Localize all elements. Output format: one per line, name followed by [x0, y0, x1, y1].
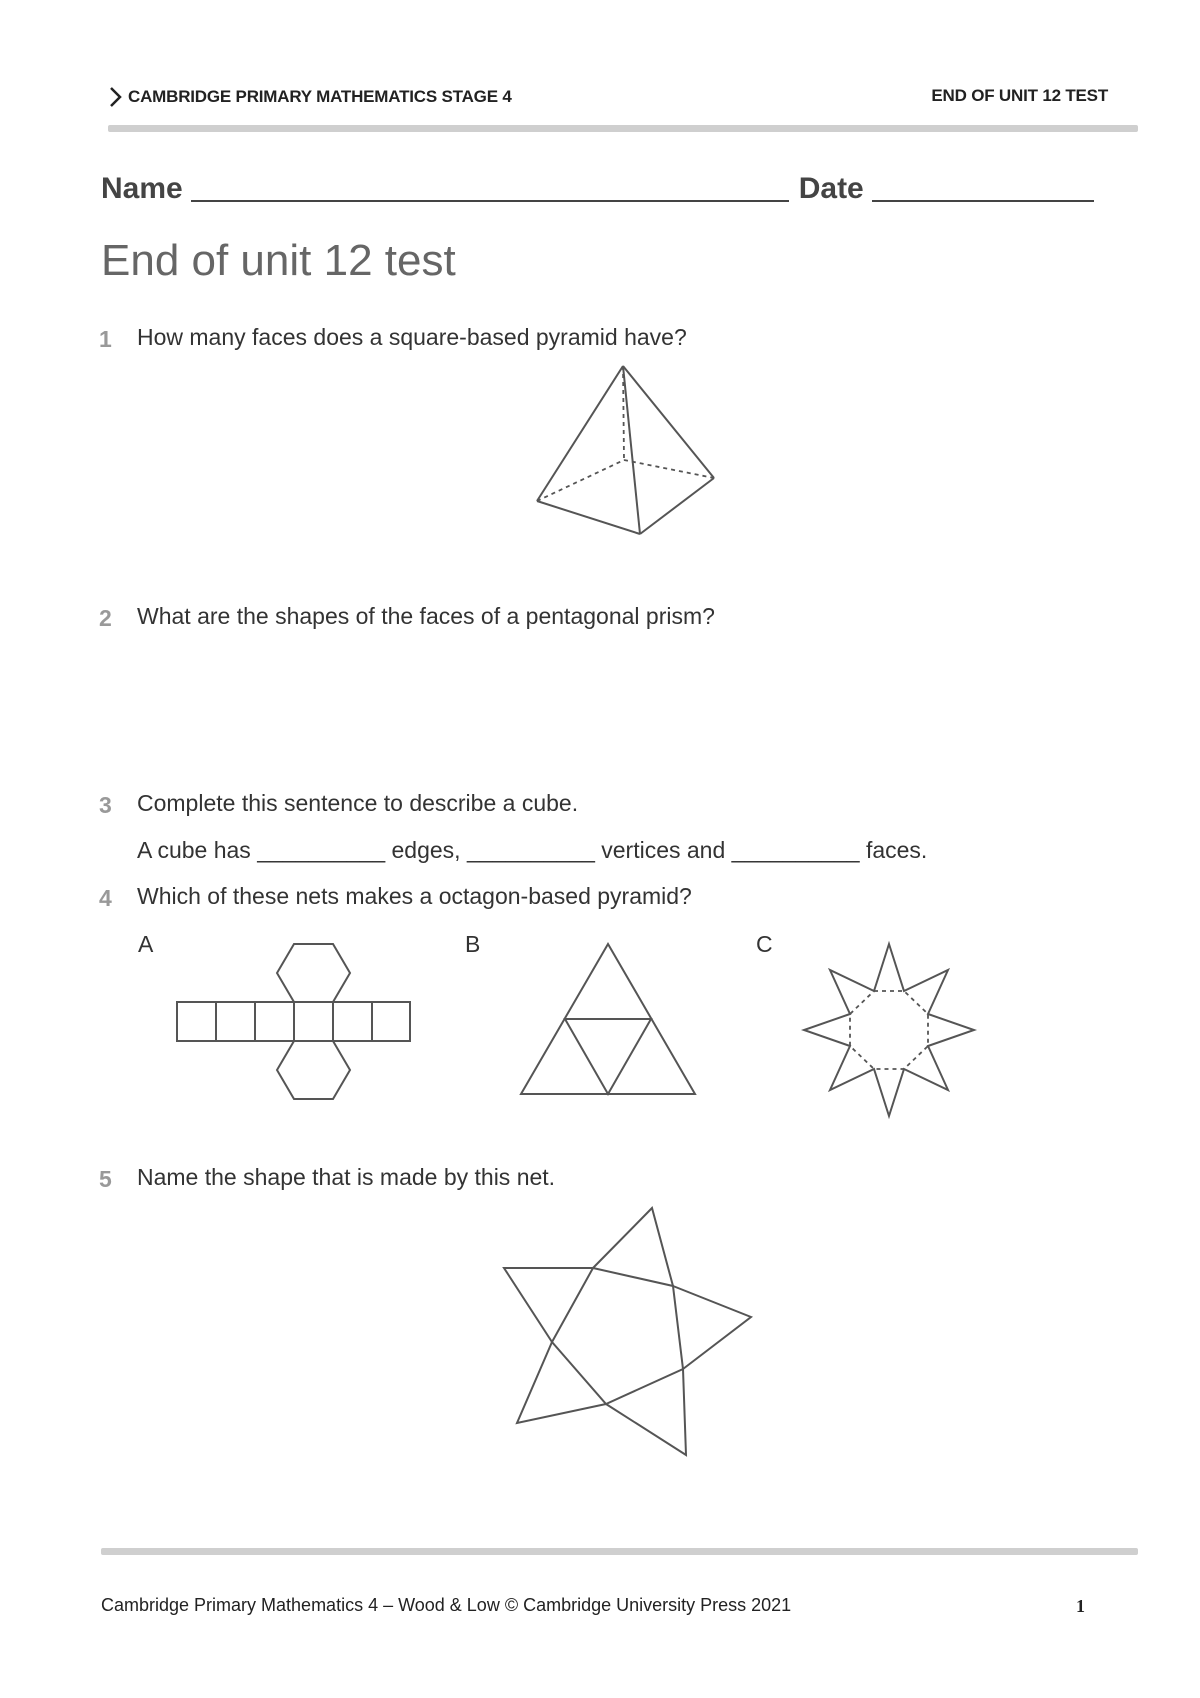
- question-text: Which of these nets makes a octagon-based pyramid?: [137, 883, 692, 909]
- option-b-label: B: [465, 931, 481, 957]
- page-title: End of unit 12 test: [101, 236, 456, 285]
- running-header-right: END OF UNIT 12 TEST: [931, 86, 1108, 105]
- footer-credit: Cambridge Primary Mathematics 4 – Wood & Low © Cambridge University Press 2021: [101, 1595, 792, 1615]
- question-number: 2: [99, 605, 112, 631]
- cube-sentence: A cube has __________ edges, __________ vertices and __________ faces.: [137, 837, 928, 863]
- question-number: 4: [99, 885, 112, 911]
- question-text: How many faces does a square-based pyramid have?: [137, 324, 687, 350]
- page-number: 1: [1076, 1596, 1085, 1616]
- question-text: Name the shape that is made by this net.: [137, 1164, 556, 1190]
- question-text: What are the shapes of the faces of a pentagonal prism?: [137, 603, 715, 629]
- question-number: 1: [99, 326, 112, 352]
- footer-divider: [101, 1548, 1138, 1555]
- series-title: CAMBRIDGE PRIMARY MATHEMATICS STAGE 4: [128, 87, 512, 106]
- option-a-label: A: [138, 931, 154, 957]
- date-label: Date: [798, 172, 864, 205]
- question-number: 5: [99, 1166, 112, 1192]
- name-label: Name: [101, 172, 183, 205]
- option-c-label: C: [756, 931, 773, 957]
- question-text: Complete this sentence to describe a cube.: [137, 790, 579, 816]
- question-number: 3: [99, 792, 112, 818]
